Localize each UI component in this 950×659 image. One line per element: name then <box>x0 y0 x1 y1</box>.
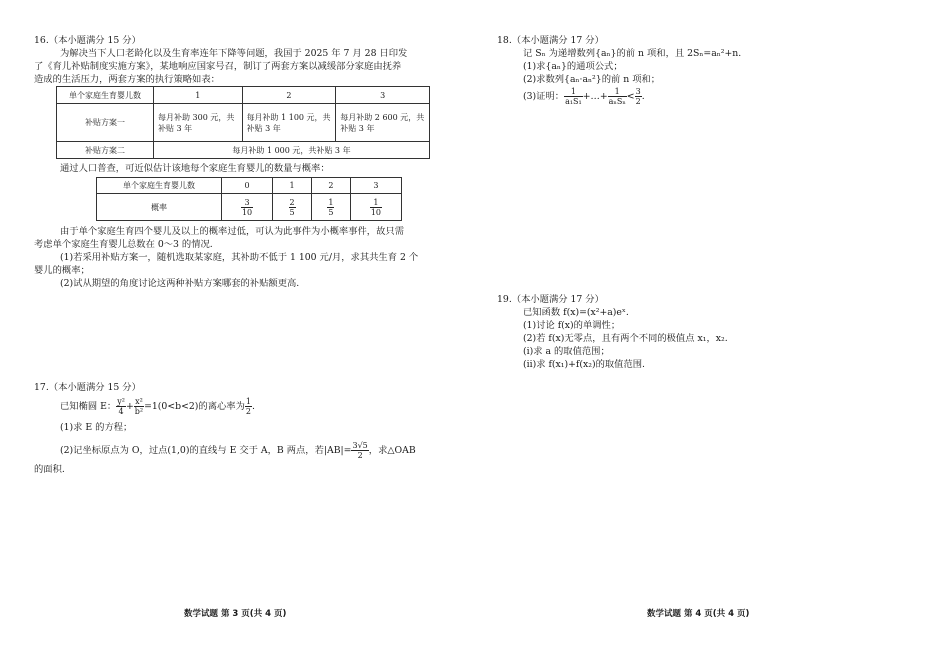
problem-16-header: 16.（本小题满分 15 分） <box>34 35 141 46</box>
problem-16-note-line2: 考虑单个家庭生育婴儿总数在 0～3 的情况. <box>34 239 213 250</box>
problem-16-intro-line1: 为解决当下人口老龄化以及生育率连年下降等问题，我国于 2025 年 7 月 28 日印发 <box>60 48 408 59</box>
problem-18-header: 18.（本小题满分 17 分） <box>497 35 604 46</box>
problem-16-question-1-line1: (1)若采用补贴方案一，随机选取某家庭，其补助不低于 1 100 元/月，求其共生育 2 个 <box>60 252 419 263</box>
problem-19-header: 19.（本小题满分 17 分） <box>497 294 604 305</box>
problem-19-given: 已知函数 f(x)=(x²+a)eˣ. <box>523 307 629 318</box>
probability-label: 概率 <box>97 194 222 221</box>
plan-two-cell: 每月补助 1 000 元，共补贴 3 年 <box>154 142 430 159</box>
problem-16-intro-line2: 了《育儿补贴制度实施方案》，某地响应国家号召，制订了两套方案以减缓部分家庭由抚养 <box>34 61 402 72</box>
problem-18-question-2: (2)求数列{aₙ·aₙ²}的前 n 项和； <box>523 74 661 85</box>
problem-18-question-3: (3)证明： $\frac{1}{\text{a₁S₁}}$ +…+ $\frac{1}{\text{aₙSₙ}}$ < $\frac{3}{2}$ . <box>523 87 645 106</box>
table1-header-label: 单个家庭生育婴儿数 <box>57 87 154 104</box>
problem-17-question-2: (2)记坐标原点为 O，过点(1,0)的直线与 E 交于 A，B 两点，若|AB|= $\frac{3√5}{2}$ ，求△OAB <box>60 441 416 460</box>
problem-17-question-2-end: 的面积. <box>34 464 65 475</box>
problem-19-question-2: (2)若 f(x)无零点，且有两个不同的极值点 x₁，x₂. <box>523 333 728 344</box>
plan-two-label: 补贴方案二 <box>57 142 154 159</box>
problem-16-intro-line3: 造成的生活压力，两套方案的执行策略如表： <box>34 74 220 85</box>
plan-one-cell-3: 每月补助 2 600 元，共补贴 3 年 <box>336 104 430 142</box>
footer-page-4: 数学试题 第 4 页(共 4 页) <box>647 609 750 619</box>
probability-2: $\frac{1}{5}$ <box>311 194 350 221</box>
table2-header-0: 0 <box>222 178 273 194</box>
probability-1: $\frac{2}{5}$ <box>273 194 312 221</box>
problem-17-question-1: (1)求 E 的方程； <box>60 422 133 433</box>
table2-header-label: 单个家庭生育婴儿数 <box>97 178 222 194</box>
table2-header-1: 1 <box>273 178 312 194</box>
footer-page-3: 数学试题 第 3 页(共 4 页) <box>184 609 287 619</box>
problem-19-question-2-ii: (ⅱ)求 f(x₁)+f(x₂)的取值范围. <box>523 359 646 370</box>
table1-header-1: 1 <box>154 87 243 104</box>
problem-16-survey-text: 通过人口普查，可近似估计该地每个家庭生育婴儿的数量与概率： <box>60 163 330 174</box>
plan-one-cell-1: 每月补助 300 元，共补贴 3 年 <box>154 104 243 142</box>
table2-header-3: 3 <box>350 178 401 194</box>
table1-header-3: 3 <box>336 87 430 104</box>
probability-0: $\frac{3}{10}$ <box>222 194 273 221</box>
problem-19-question-2-i: (ⅰ)求 a 的取值范围； <box>523 346 610 357</box>
probability-table <box>96 177 402 221</box>
probability-3: $\frac{1}{10}$ <box>350 194 401 221</box>
problem-17-given: 已知椭圆 E： $\frac{\text{y²}}{4}$ + $\frac{\text{x²}}{\text{b²}}$ =1(0<b<2)的离心率为 $\frac{1}{2}$ . <box>60 397 255 416</box>
problem-16-note-line1: 由于单个家庭生育四个婴儿及以上的概率过低，可认为此事件为小概率事件，故只需 <box>60 226 404 237</box>
problem-17-header: 17.（本小题满分 15 分） <box>34 382 141 393</box>
problem-18-question-1: (1)求{aₙ}的通项公式； <box>523 61 623 72</box>
problem-16-question-1-line2: 婴儿的概率； <box>34 265 90 276</box>
plan-one-cell-2: 每月补助 1 100 元，共补贴 3 年 <box>242 104 336 142</box>
subsidy-plan-table <box>56 86 430 159</box>
plan-one-label: 补贴方案一 <box>57 104 154 142</box>
problem-16-question-2: (2)试从期望的角度讨论这两种补贴方案哪套的补贴额更高. <box>60 278 300 289</box>
table2-header-2: 2 <box>311 178 350 194</box>
problem-18-given: 记 Sₙ 为递增数列{aₙ}的前 n 项和，且 2Sₙ=aₙ²+n. <box>523 48 742 59</box>
problem-19-question-1: (1)讨论 f(x)的单调性； <box>523 320 621 331</box>
table1-header-2: 2 <box>242 87 336 104</box>
